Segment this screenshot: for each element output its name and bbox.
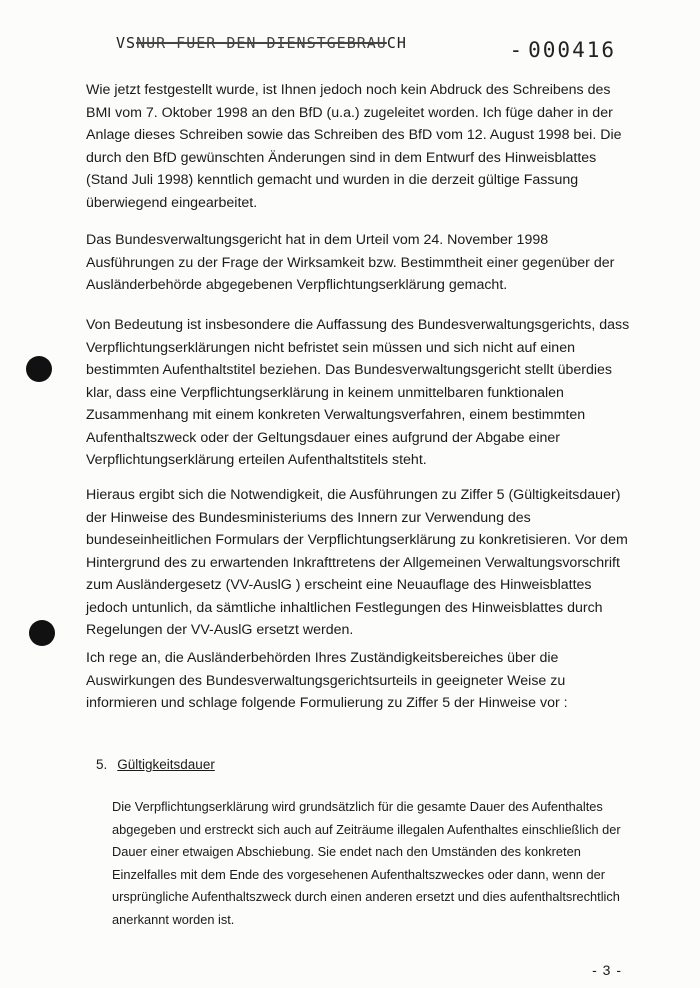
paragraph-3: Von Bedeutung ist insbesondere die Auffassung des Bundesverwaltungsgerichts, dass Verpflichtungserklärungen nicht befristet sein müssen und sich nicht auf einen bestimmten Aufenthaltstitel beziehen. Das Bundesverwaltungsgericht stellt überdies klar, dass eine Verpflichtungserklärung in keinem unmittelbaren funktionalen Zusammenhang mit einem konkreten Verwaltungsverfahren, einem bestimmten Aufenthaltszweck oder der Geltungsdauer eines aufgrund der Abgabe einer Verpflichtungserklärung erteilen Aufenthaltstitels steht.: [86, 317, 630, 468]
section-number: 5.: [96, 757, 108, 772]
classification-prefix: VS: [116, 34, 137, 52]
section-text: Die Verpflichtungserklärung wird grundsätzlich für die gesamte Dauer des Aufenthaltes abgegeben und erstreckt sich auch auf Zeiträume illegalen Aufenthaltes einschließlich der Dauer einer etwaigen Abschiebung. Sie endet nach den Umständen des konkreten Einzelfalles mit dem Ende des vorgesehenen Aufenthaltszweckes oder dann, wenn der ursprüngliche Aufenthaltszweck durch einen anderen ersetzt und dies aufenthaltsrechtlich anerkannt worden ist.: [112, 799, 621, 927]
classification-marking: [116, 34, 407, 52]
paragraph-4: Hieraus ergibt sich die Notwendigkeit, die Ausführungen zu Ziffer 5 (Gültigkeitsdauer) der Hinweise des Bundesministeriums des Innern zur Verwendung des bundeseinheitlichen Formulars der Verpflichtungserklärung zu konkretisieren. Vor dem Hintergrund des zu erwartenden Inkrafttretens der Allgemeinen Verwaltungsvorschrift zum Ausländergesetz (VV-AuslG ) erscheint eine Neuauflage des Hinweisblattes jedoch untunlich, da sämtliche inhaltlichen Festlegungen des Hinweisblattes durch Regelungen der VV-AuslG ersetzt werden.: [86, 487, 628, 638]
punch-hole-top: [26, 356, 52, 382]
section-heading: [96, 757, 215, 772]
paragraph-5: Ich rege an, die Ausländerbehörden Ihres Zuständigkeitsbereiches über die Auswirkungen des Bundesverwaltungsgerichtsurteils in geeigneter Weise zu informieren und schlage folgende Formulierung zu Ziffer 5 der Hinweise vor :: [86, 650, 568, 711]
page-number: - 3 -: [592, 962, 622, 978]
classification-suffix: CH: [386, 34, 407, 52]
document-number-dash: -: [509, 38, 525, 62]
document-number: [509, 38, 616, 62]
paragraph-2: Das Bundesverwaltungsgericht hat in dem Urteil vom 24. November 1998 Ausführungen zu der Frage der Wirksamkeit bzw. Bestimmtheit einer gegenüber der Ausländerbehörde abgegebenen Verpflichtungserklärung gemacht.: [86, 232, 615, 293]
document-number-value: 000416: [528, 38, 616, 62]
paragraph-1: Wie jetzt festgestellt wurde, ist Ihnen jedoch noch kein Abdruck des Schreibens des BMI vom 7. Oktober 1998 an den BfD (u.a.) zugeleitet worden. Ich füge daher in der Anlage dieses Schreiben sowie das Schreiben des BfD vom 12. August 1998 bei. Die durch den BfD gewünschten Änderungen sind in dem Entwurf des Hinweisblattes (Stand Juli 1998) kenntlich gemacht und wurden in die derzeit gültige Fassung überwiegend eingearbeitet.: [86, 82, 622, 211]
punch-hole-bottom: [29, 620, 55, 646]
section-title: Gültigkeitsdauer: [117, 757, 215, 772]
classification-struck-text: NUR FUER DEN DIENSTGEBRAU: [136, 34, 387, 52]
